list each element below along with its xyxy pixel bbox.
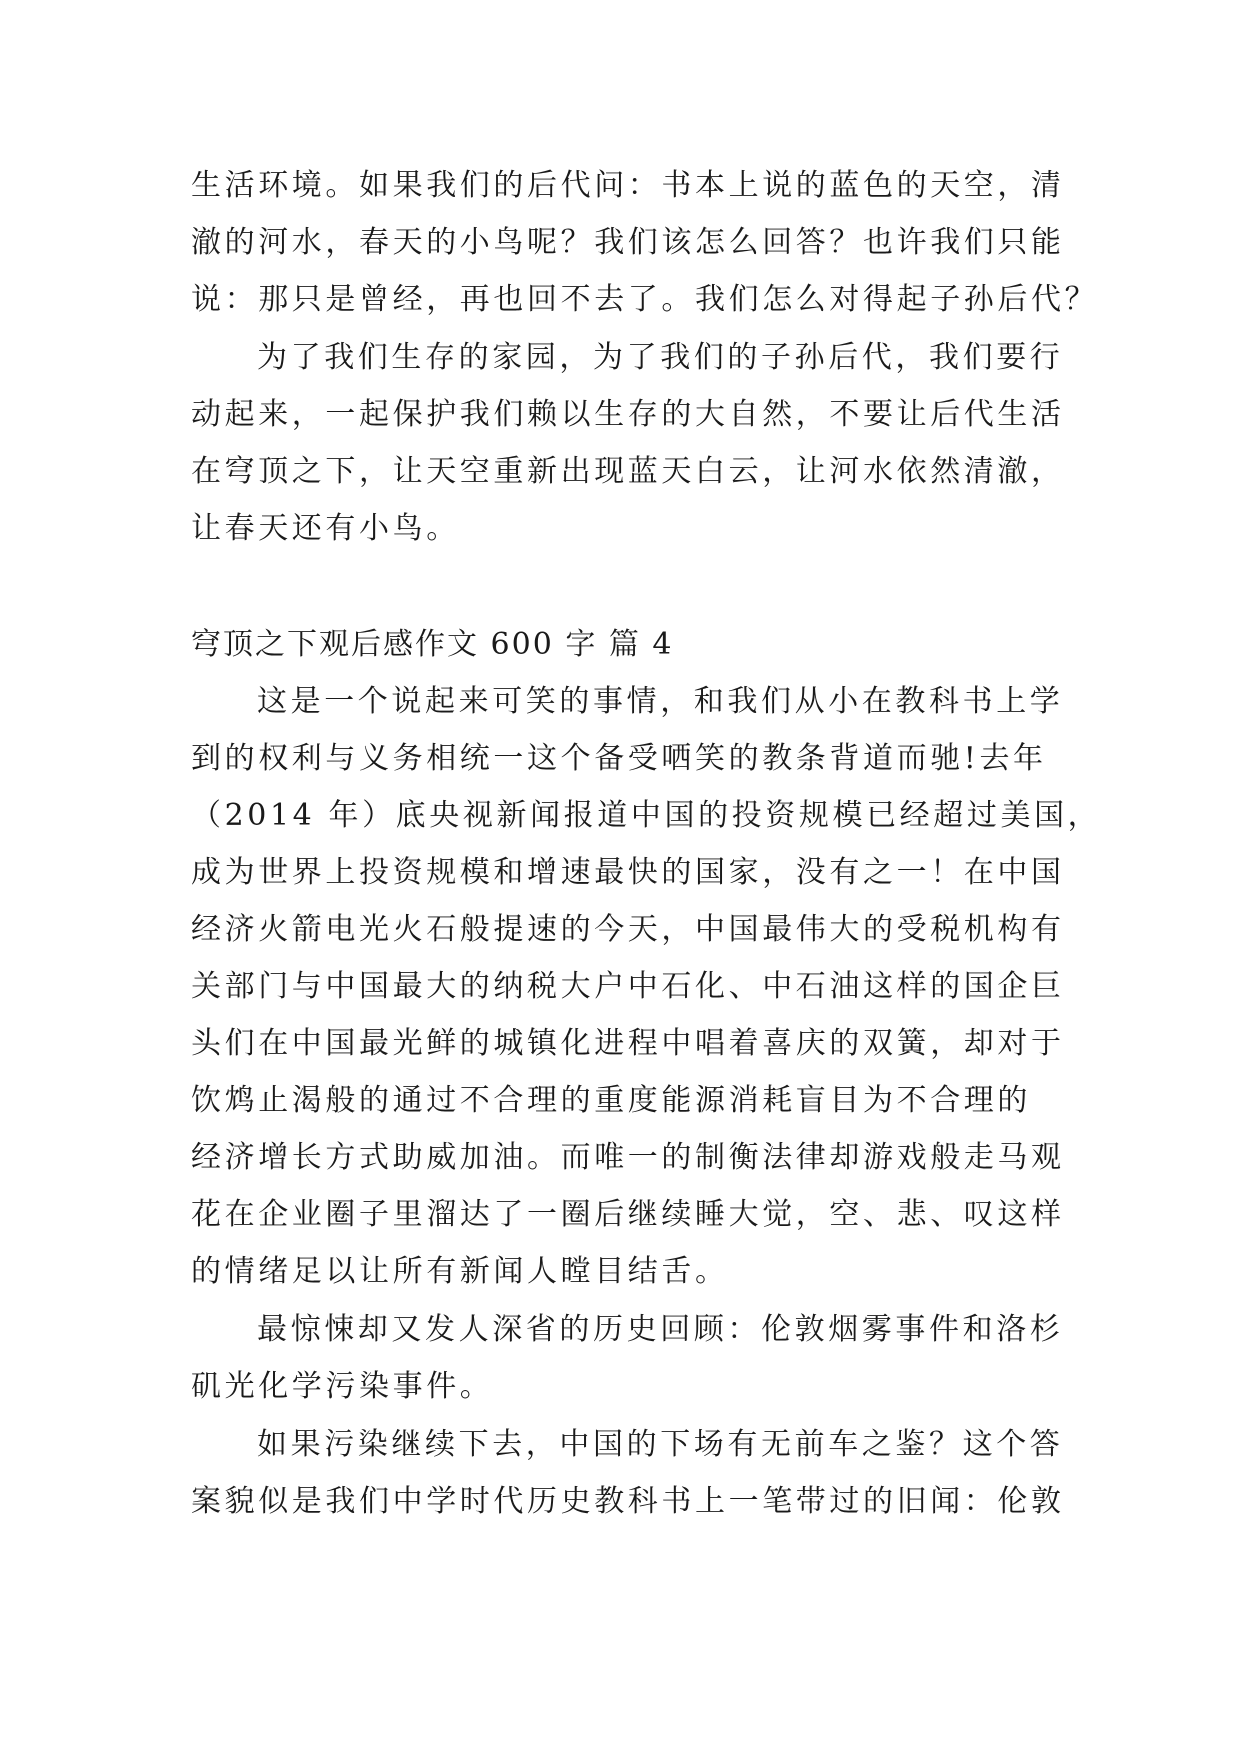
para5-line-2: 案貌似是我们中学时代历史教科书上一笔带过的旧闻：伦敦 [191,1484,1065,1519]
para1-line-2: 澈的河水，春天的小鸟呢？我们该怎么回答？也许我们只能 [191,225,1065,260]
para2-line-4: 让春天还有小鸟。 [191,511,460,546]
para2-line-2: 动起来，一起保护我们赖以生存的大自然，不要让后代生活 [191,397,1065,432]
para3-line-6: 关部门与中国最大的纳税大户中石化、中石油这样的国企巨 [191,969,1065,1004]
para3-line-11: 的情绪足以让所有新闻人瞠目结舌。 [191,1254,729,1289]
para3-line-5: 经济火箭电光火石般提速的今天，中国最伟大的受税机构有 [191,912,1065,947]
para4-line-2: 矶光化学污染事件。 [191,1369,494,1404]
para1-line-1: 生活环境。如果我们的后代问：书本上说的蓝色的天空，清 [191,168,1065,203]
para5-line-1: 如果污染继续下去，中国的下场有无前车之鉴？这个答 [257,1427,1064,1462]
para3-line-9: 经济增长方式助威加油。而唯一的制衡法律却游戏般走马观 [191,1140,1065,1175]
para4-line-1: 最惊悚却又发人深省的历史回顾：伦敦烟雾事件和洛杉 [257,1312,1064,1347]
para3-line-7: 头们在中国最光鲜的城镇化进程中唱着喜庆的双簧，却对于 [191,1026,1065,1061]
para3-line-3: （2014 年）底央视新闻报道中国的投资规模已经超过美国， [191,798,1102,833]
para3-line-8: 饮鸩止渴般的通过不合理的重度能源消耗盲目为不合理的 [191,1083,1031,1118]
section-heading: 穹顶之下观后感作文 600 字 篇 4 [191,627,674,662]
para2-line-1: 为了我们生存的家园，为了我们的子孙后代，我们要行 [257,340,1064,375]
para3-line-10: 花在企业圈子里溜达了一圈后继续睡大觉，空、悲、叹这样 [191,1197,1065,1232]
para3-line-1: 这是一个说起来可笑的事情，和我们从小在教科书上学 [257,684,1064,719]
para3-line-2: 到的权利与义务相统一这个备受哂笑的教条背道而驰!去年 [191,741,1047,776]
para2-line-3: 在穹顶之下，让天空重新出现蓝天白云，让河水依然清澈， [191,454,1065,489]
para3-line-4: 成为世界上投资规模和增速最快的国家，没有之一！在中国 [191,855,1065,890]
para1-line-3: 说：那只是曾经，再也回不去了。我们怎么对得起子孙后代？ [191,282,1099,317]
